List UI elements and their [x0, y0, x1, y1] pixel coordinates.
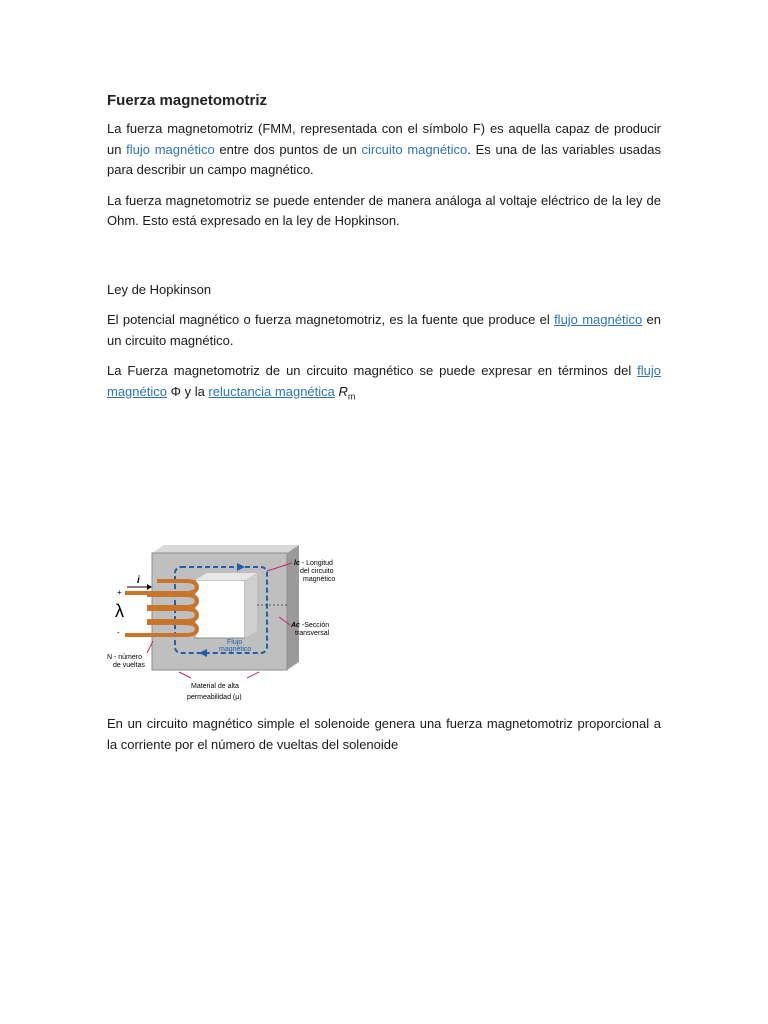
material-pointer-right — [247, 672, 259, 678]
link-flujo-magnetico-2[interactable]: flujo magnético — [554, 312, 643, 327]
page-title: Fuerza magnetomotriz — [107, 92, 268, 109]
label-n-line2: de vueltas — [113, 662, 145, 669]
core-window — [195, 580, 245, 638]
paragraph-ohm-analogy: La fuerza magnetomotriz se puede entender de manera análoga al voltaje eléctrico de la ley de Ohm. Esto está expresado en la ley de Hopkinson. — [107, 192, 661, 228]
label-flujo-line2: magnético — [219, 646, 252, 653]
link-flujo-magnetico-3[interactable]: flujo magnético — [107, 363, 661, 399]
label-lambda: λ — [115, 601, 124, 621]
magnetic-circuit-diagram — [107, 545, 357, 705]
label-lc-line3: magnético — [303, 576, 336, 583]
label-material-line2: permeabilidad (μ) — [187, 694, 242, 701]
label-material-line1: Material de alta — [191, 683, 239, 690]
label-flujo-line1: Flujo — [227, 639, 243, 646]
reluctance-subscript: m — [347, 391, 356, 402]
label-lc-line2: del circuito — [300, 568, 334, 575]
label-ac: Ac -Sección — [291, 622, 330, 629]
label-minus: - — [117, 628, 120, 637]
core-top-face — [152, 545, 299, 553]
paragraph-definition: La fuerza magnetomotriz (FMM, representada con el símbolo F) es aquella capaz de producir un flujo magnético entre dos puntos de un circuito magnético. Es una de las variables usadas para describir un campo magnético. — [107, 121, 661, 177]
material-pointer-left — [179, 672, 191, 678]
link-reluctancia-magnetica[interactable]: reluctancia magnética — [208, 383, 335, 399]
link-circuito-magnetico[interactable]: circuito magnético — [361, 141, 468, 157]
label-ac-line2: transversal — [295, 630, 330, 637]
paragraph-solenoid: En un circuito magnético simple el solenoide genera una fuerza magnetomotriz proporcional a la corriente por el número de vueltas del solenoide — [107, 716, 661, 752]
diagram-svg — [107, 545, 357, 705]
intro-block — [107, 92, 661, 242]
section-subheading: Ley de Hopkinson — [107, 282, 212, 297]
label-n-line1: N - número — [107, 654, 143, 661]
label-current: i — [137, 575, 140, 586]
link-flujo-magnetico[interactable]: flujo magnético — [126, 141, 215, 157]
window-inner-side — [245, 573, 257, 638]
paragraph-expression: La Fuerza magnetomotriz de un circuito magnético se puede expresar en términos del flujo magnético Φ y la reluctancia magnética $R_m$ — [107, 363, 661, 402]
current-arrowhead — [147, 584, 152, 590]
label-lc: lc - Longitud — [294, 560, 333, 567]
hopkinson-block — [107, 310, 661, 417]
label-plus: + — [117, 588, 122, 597]
caption-block — [107, 714, 661, 765]
paragraph-potential: El potencial magnético o fuerza magnetomotriz, es la fuente que produce el flujo magnético en un circuito magnético. — [107, 312, 661, 348]
reluctance-symbol: R — [338, 383, 348, 399]
